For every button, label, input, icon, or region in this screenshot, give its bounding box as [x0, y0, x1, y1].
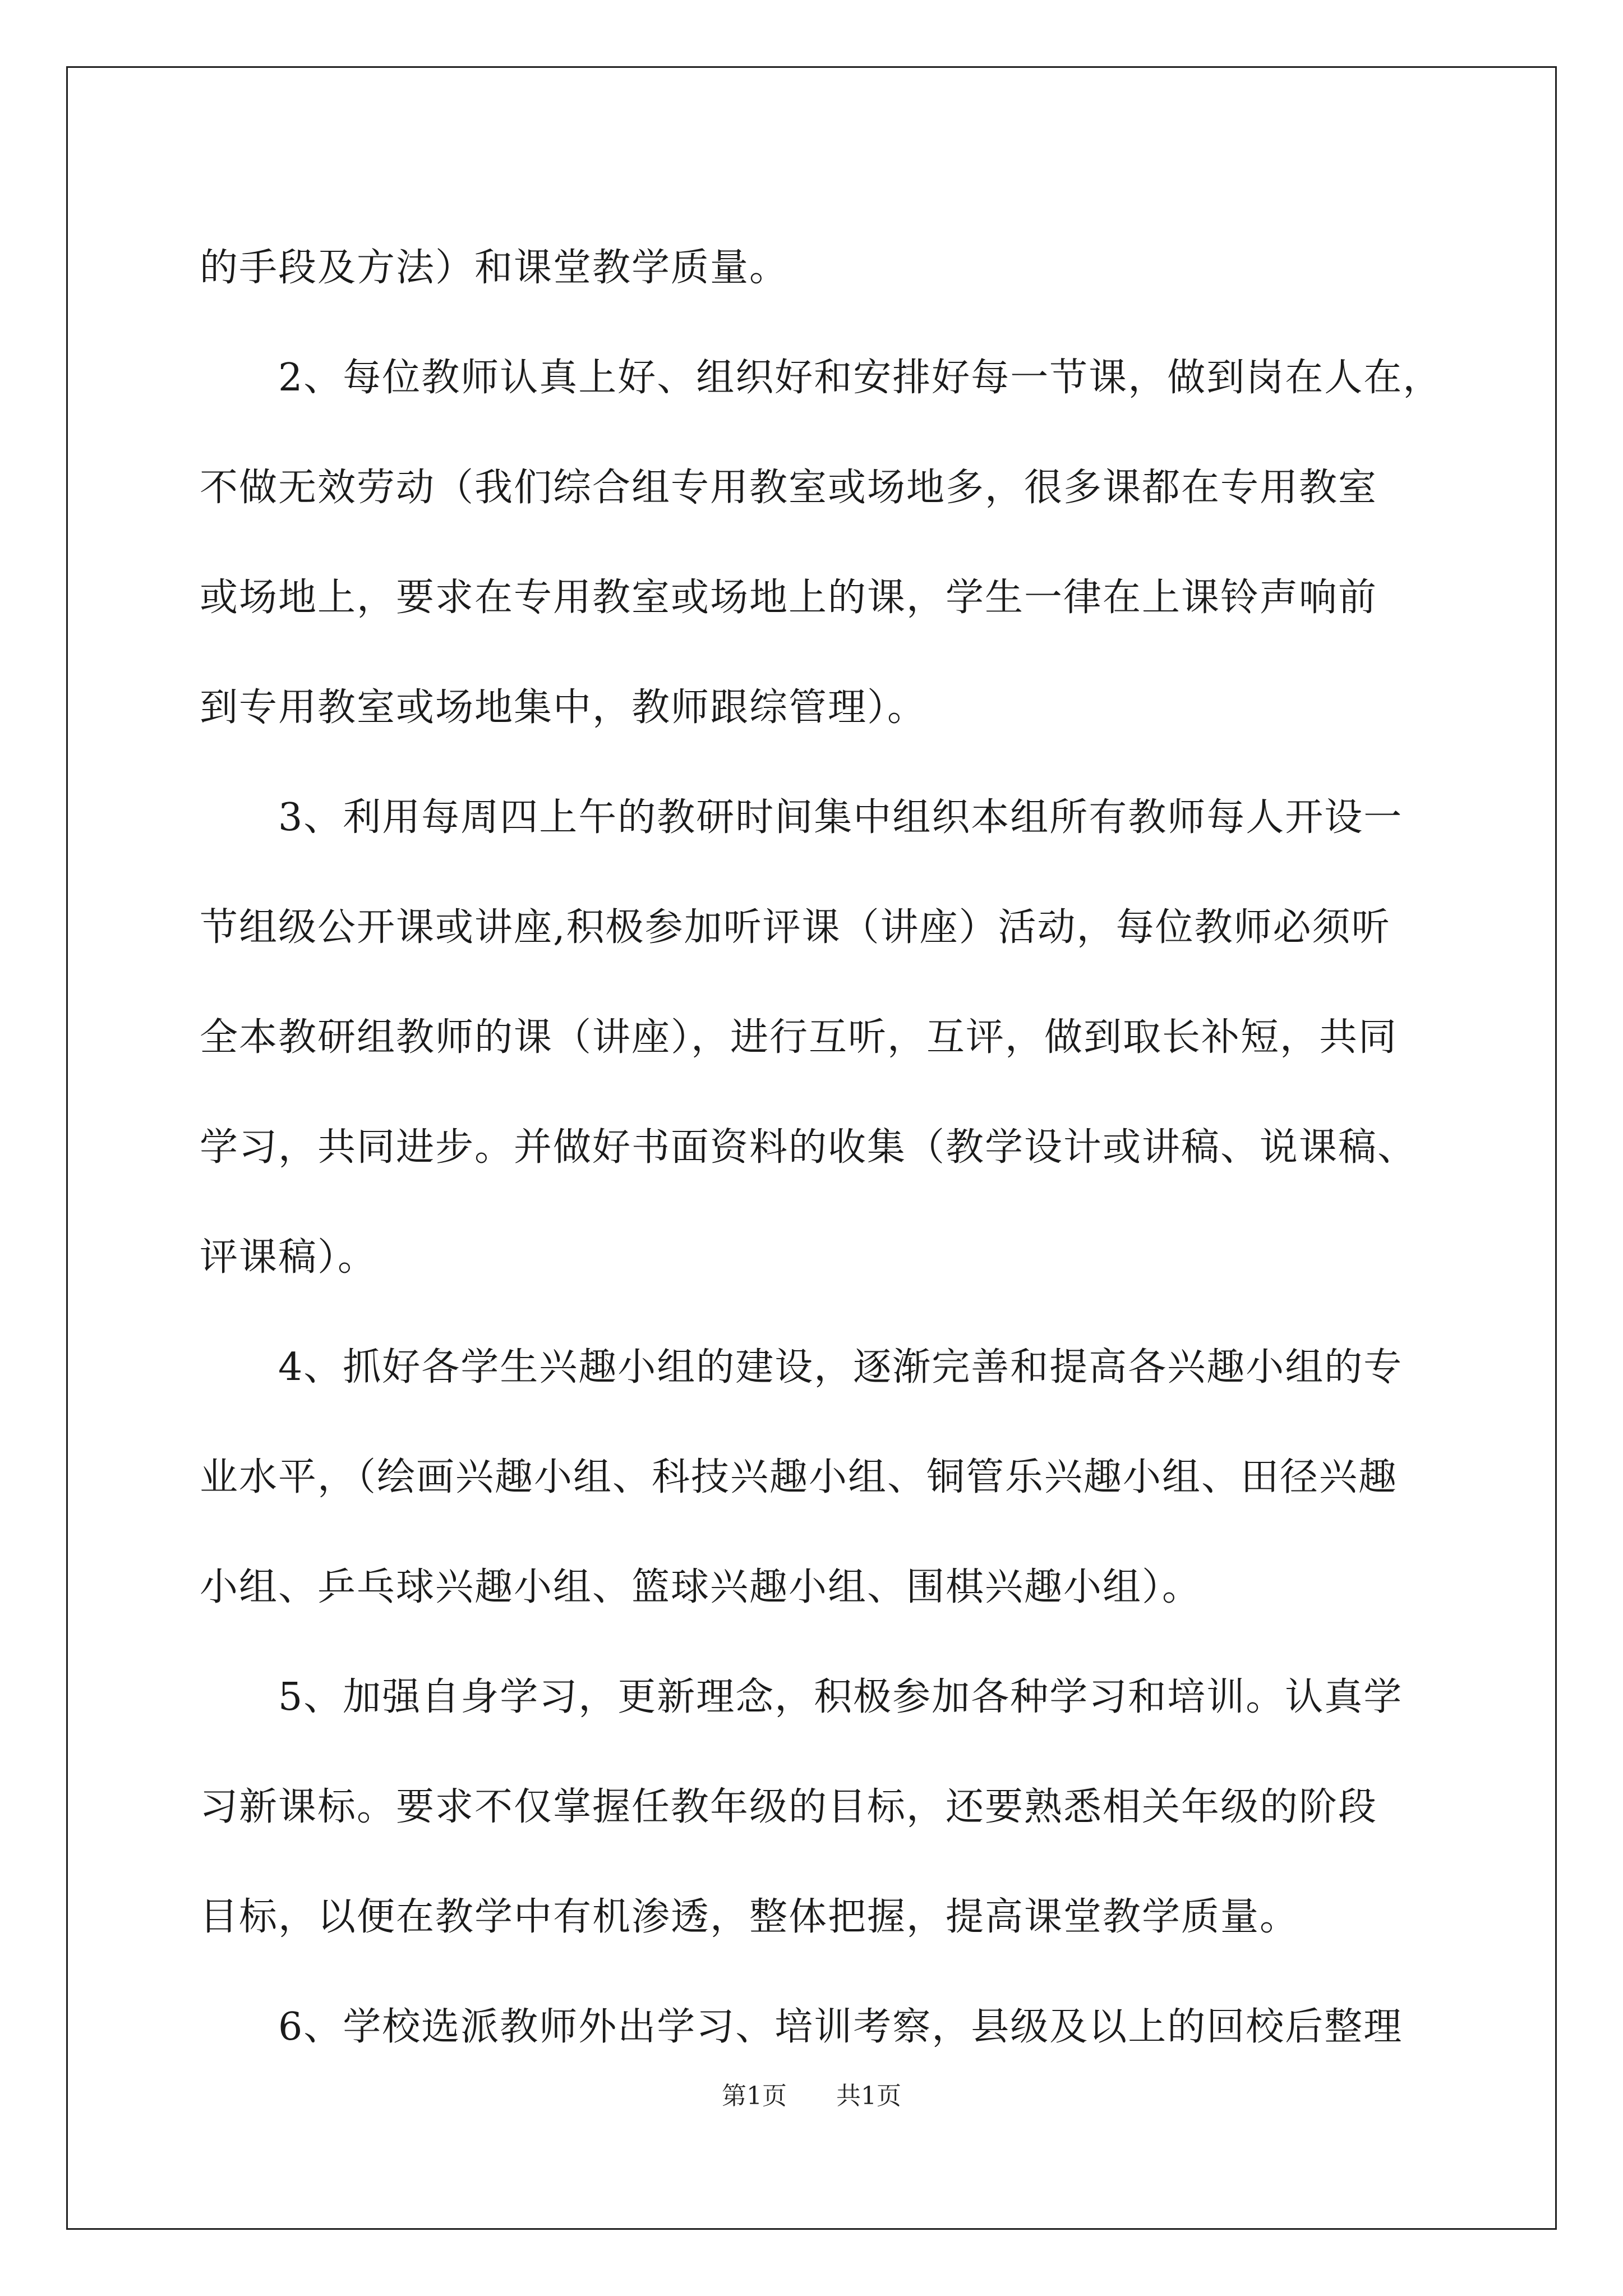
- page-total: 共1页: [836, 2082, 901, 2110]
- text-line: 4、抓好各学生兴趣小组的建设，逐渐完善和提高各兴趣小组的专: [200, 1345, 1403, 1389]
- text-line: 节组级公开课或讲座,积极参加听评课（讲座）活动，每位教师必须听: [200, 905, 1391, 950]
- page-footer: [0, 2076, 1623, 2111]
- text-line: 3、利用每周四上午的教研时间集中组织本组所有教师每人开设一: [200, 795, 1403, 840]
- page-number: 第1页: [722, 2082, 787, 2110]
- text-line: 评课稿）。: [200, 1235, 377, 1280]
- text-line: 全本教研组教师的课（讲座），进行互听，互评，做到取长补短，共同: [200, 1015, 1398, 1060]
- text-line: 业水平，（绘画兴趣小组、科技兴趣小组、铜管乐兴趣小组、田径兴趣: [200, 1455, 1398, 1499]
- text-line: 不做无效劳动（我们综合组专用教室或场地多，很多课都在专用教室: [200, 466, 1378, 510]
- text-line: 到专用教室或场地集中，教师跟综管理）。: [200, 685, 927, 730]
- text-line: 学习，共同进步。并做好书面资料的收集（教学设计或讲稿、说课稿、: [200, 1125, 1417, 1170]
- document-body: [200, 213, 1456, 2082]
- text-line: 2、每位教师认真上好、组织好和安排好每一节课，做到岗在人在，: [200, 356, 1442, 400]
- text-line: 或场地上，要求在专用教室或场地上的课，学生一律在上课铃声响前: [200, 576, 1378, 620]
- text-line: 小组、乒乓球兴趣小组、篮球兴趣小组、围棋兴趣小组）。: [200, 1565, 1202, 1609]
- text-line: 的手段及方法）和课堂教学质量。: [200, 246, 789, 290]
- text-line: 目标，以便在教学中有机渗透，整体把握，提高课堂教学质量。: [200, 1895, 1299, 1939]
- text-line: 5、加强自身学习，更新理念，积极参加各种学习和培训。认真学: [200, 1675, 1403, 1719]
- text-line: 6、学校选派教师外出学习、培训考察，县级及以上的回校后整理: [200, 2005, 1403, 2049]
- text-line: 习新课标。要求不仅掌握任教年级的目标，还要熟悉相关年级的阶段: [200, 1785, 1378, 1829]
